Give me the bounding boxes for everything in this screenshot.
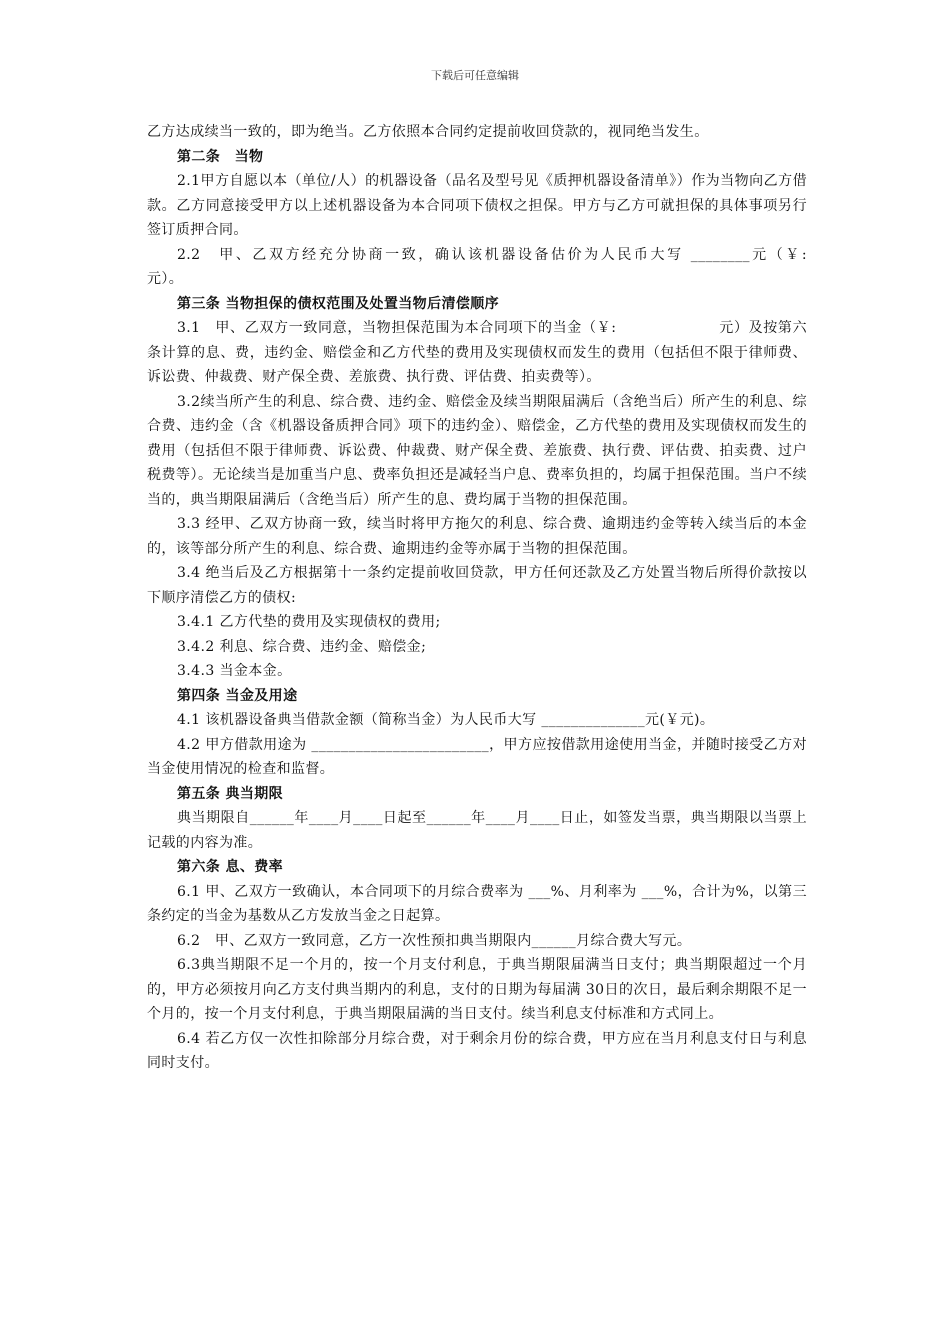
article-5-heading: 第五条 典当期限 <box>177 785 284 802</box>
article-6-heading: 第六条 息、费率 <box>177 859 284 875</box>
clause-3-4-2: 3.4.2 利息、综合费、违约金、赔偿金; <box>177 638 427 655</box>
clause-3-2: 3.2续当所产生的利息、综合费、违约金、赔偿金及续当期限届满后（含绝当后）所产生的利息、综合费、违约金（含《机器设备质押合同》项下的违约金）、赔偿金，乙方代垫的费用及实现债权而发生的费用（包括但不限于律师费、诉讼费、仲裁费、财产保全费、差旅费、执行费、评估费、拍卖费、过户税费等）。无论续当是加重当户息、费率负担还是减轻当户息、费率负担的，均属于担保范围。当户不续当的，典当期限届满后（含绝当后）所产生的息、费均属于当物的担保范围。 <box>147 393 807 508</box>
clause-6-2: 6.2 甲、乙双方一致同意，乙方一次性预扣典当期限内______月综合费大写元。 <box>177 932 692 949</box>
paragraph-continuation: 乙方达成续当一致的，即为绝当。乙方依照本合同约定提前收回贷款的，视同绝当发生。 <box>147 124 709 140</box>
clause-3-4-1: 3.4.1 乙方代垫的费用及实现债权的费用; <box>177 614 441 630</box>
clause-3-1: 3.1 甲、乙双方一致同意，当物担保范围为本合同项下的当金（￥: 元）及按第六条计算的息、费，违约金、赔偿金和乙方代垫的费用及实现债权而发生的费用（包括但不限于律师费、诉讼费、仲裁费、财产保全费、差旅费、执行费、评估费、拍卖费等）。 <box>147 320 807 385</box>
article-3-heading: 第三条 当物担保的债权范围及处置当物后清偿顺序 <box>177 295 500 312</box>
clause-2-2: 2.2 甲、乙双方经充分协商一致，确认该机器设备估价为人民币大写 ________元（￥: 元）。 <box>147 246 879 287</box>
clause-4-2: 4.2 甲方借款用途为 ________________________，甲方应按借款用途使用当金，并随时接受乙方对当金使用情况的检查和监督。 <box>147 736 807 777</box>
page-header: 下载后可任意编辑 <box>431 69 519 82</box>
article-2-heading: 第二条 当物 <box>177 148 264 165</box>
clause-6-1: 6.1 甲、乙双方一致确认，本合同项下的月综合费率为 ___%、月利率为 ___%，合计为%，以第三条约定的当金为基数从乙方发放当金之日起算。 <box>147 883 807 924</box>
clause-6-3: 6.3典当期限不足一个月的，按一个月支付利息，于典当期限届满当日支付；典当期限超过一个月的，甲方必须按月向乙方支付典当期内的利息，支付的日期为每届满 30日的次日，最后剩余期限不足一个月的，按一个月支付利息，于典当期限届满的当日支付。续当利息支付标准和方式同上。 <box>147 957 807 1022</box>
clause-5-term: 典当期限自______年____月____日起至______年____月____日止，如签发当票，典当期限以当票上记载的内容为准。 <box>147 810 807 851</box>
article-4-heading: 第四条 当金及用途 <box>177 687 298 704</box>
clause-3-3: 3.3 经甲、乙双方协商一致，续当时将甲方拖欠的利息、综合费、逾期违约金等转入续当后的本金的，该等部分所产生的利息、综合费、逾期违约金等亦属于当物的担保范围。 <box>147 516 807 557</box>
clause-3-4-3: 3.4.3 当金本金。 <box>177 663 292 679</box>
clause-4-1: 4.1 该机器设备典当借款金额（简称当金）为人民币大写 ______________元(￥元)。 <box>177 712 715 728</box>
clause-6-4: 6.4 若乙方仅一次性扣除部分月综合费，对于剩余月份的综合费，甲方应在当月利息支付日与利息同时支付。 <box>147 1030 807 1071</box>
document-body <box>147 120 879 1076</box>
clause-3-4: 3.4 绝当后及乙方根据第十一条约定提前收回贷款，甲方任何还款及乙方处置当物后所得价款按以下顺序清偿乙方的债权: <box>147 565 807 606</box>
clause-2-1: 2.1甲方自愿以本（单位/人）的机器设备（品名及型号见《质押机器设备清单》）作为当物向乙方借款。乙方同意接受甲方以上述机器设备为本合同项下债权之担保。甲方与乙方可就担保的具体事项另行签订质押合同。 <box>147 173 807 238</box>
